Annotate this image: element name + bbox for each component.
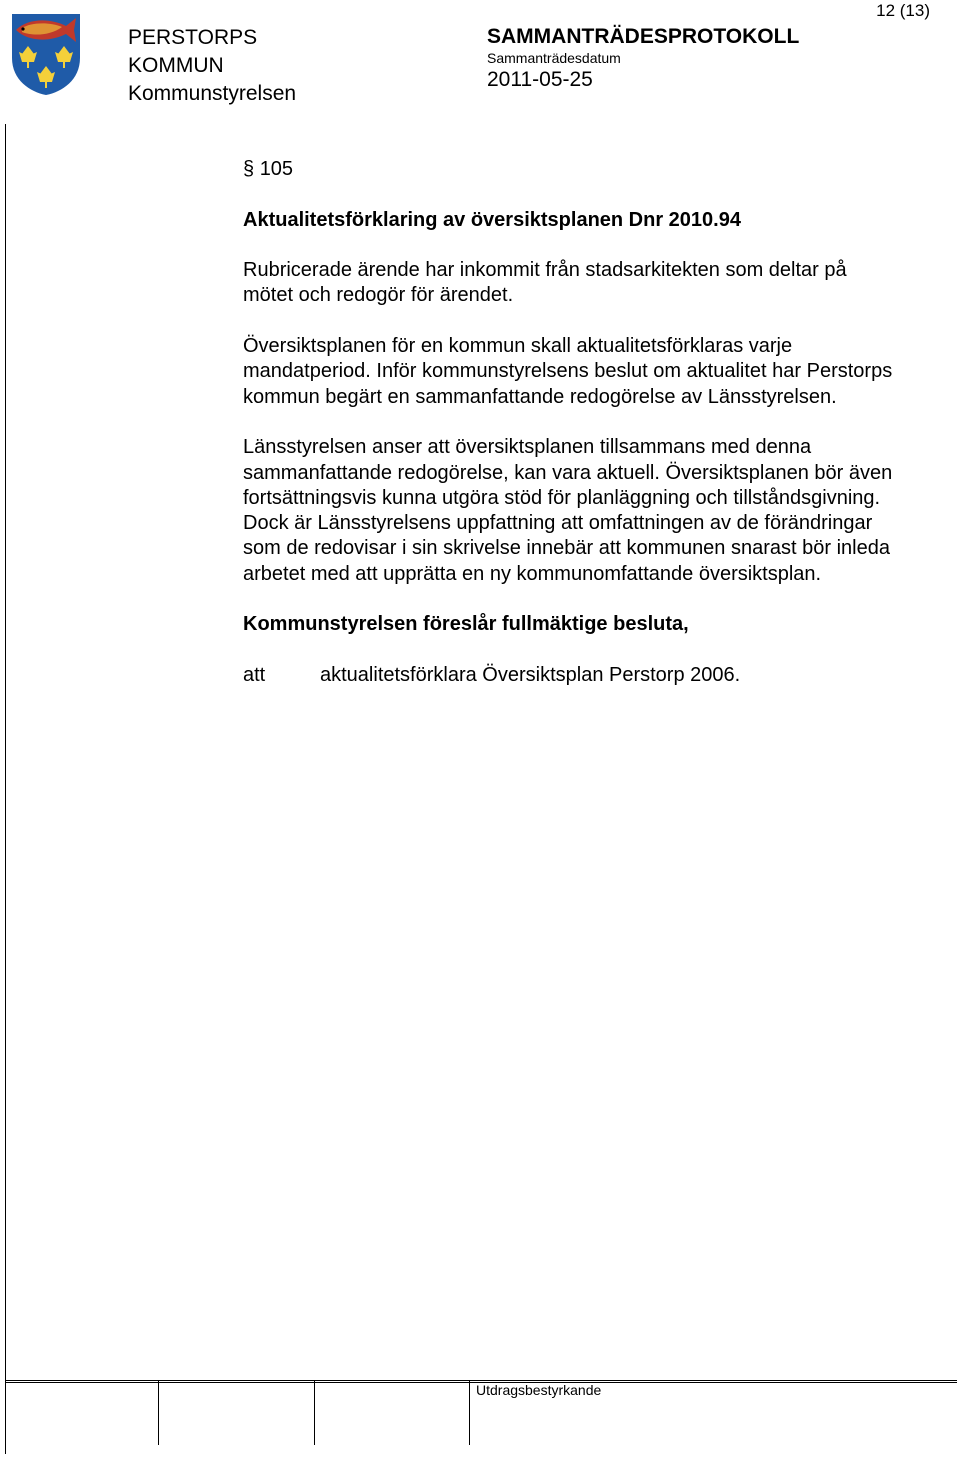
org-line-2: KOMMUN (128, 54, 224, 77)
left-margin-line (5, 124, 6, 1454)
page-number: 12 (13) (876, 1, 930, 20)
protocol-header (487, 24, 799, 94)
decision-att: att (243, 663, 266, 686)
organization-name (128, 24, 296, 108)
protocol-body (243, 157, 893, 688)
coat-of-arms-icon (10, 12, 82, 96)
footer-top-line (5, 1380, 957, 1381)
paragraph-3: Länsstyrelsen anser att översiktsplanen tillsammans med denna sammanfattande redogörelse, kan vara aktuell. Översiktsplanen bör även fortsättningsvis kunna utgöra stöd för planläggning och tillståndsgivning. Dock är Länsstyrelsens uppfattning att omfattningen av de förändringar som de redovisar i sin skrivelse innebär att kommunen snarast bör inleda arbetet med att upprätta en ny kommunomfattande översiktsplan. (243, 436, 893, 585)
footer-divider-2 (314, 1381, 315, 1445)
proposal-heading: Kommunstyrelsen föreslår fullmäktige besluta, (243, 613, 689, 636)
paragraph-1: Rubricerade ärende har inkommit från stadsarkitekten som deltar på mötet och redogör för ärendet. (243, 259, 847, 307)
certification-label: Utdragsbestyrkande (476, 1382, 602, 1398)
section-number-value: 105 (259, 158, 294, 180)
section-symbol: § (243, 158, 255, 180)
section-number (243, 157, 893, 182)
decision-text: aktualitetsförklara Översiktsplan Perstorp 2006. (320, 663, 741, 686)
paragraph-2: Översiktsplanen för en kommun skall aktualitetsförklaras varje mandatperiod. Inför kommunstyrelsens beslut om aktualitet har Perstorps kommun begärt en sammanfattande redogörelse av Länsstyrelsen. (243, 335, 893, 408)
meeting-date: 2011-05-25 (487, 68, 593, 91)
org-line-1: PERSTORPS (128, 26, 258, 49)
footer-divider-3 (469, 1381, 470, 1445)
decision-row (243, 663, 893, 688)
document-type: SAMMANTRÄDESPROTOKOLL (487, 25, 800, 48)
item-heading: Aktualitetsförklaring av översiktsplanen Dnr 2010.94 (243, 208, 741, 231)
footer-divider-1 (158, 1381, 159, 1445)
date-label: Sammanträdesdatum (487, 50, 621, 66)
municipal-logo (10, 12, 82, 96)
org-line-3: Kommunstyrelsen (128, 82, 297, 105)
